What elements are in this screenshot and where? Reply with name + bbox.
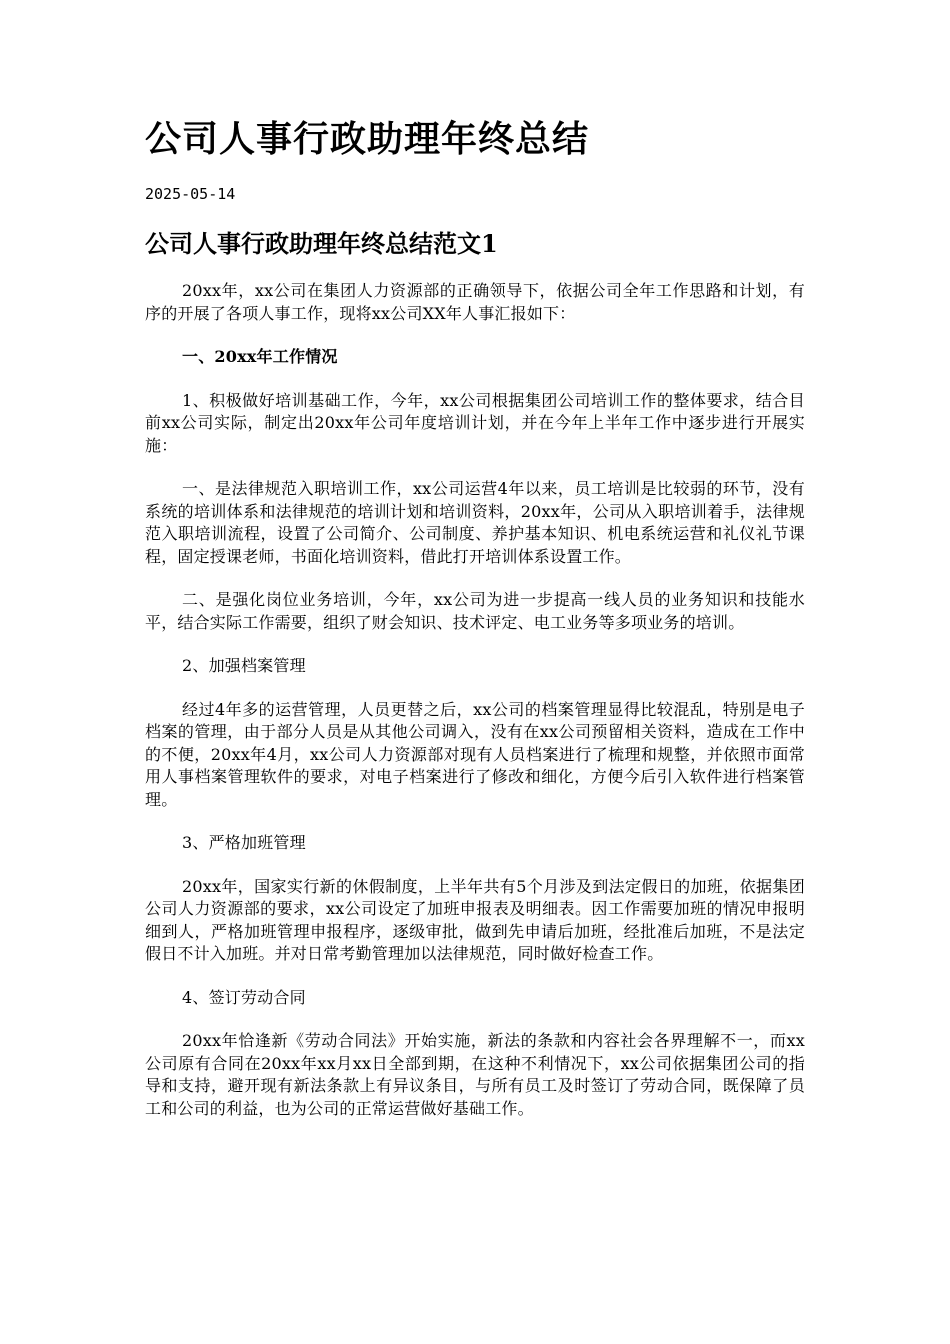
heading-work-status: 一、20xx年工作情况 xyxy=(182,347,338,366)
paragraph-onboarding-training: 一、是法律规范入职培训工作，xx公司运营4年以来，员工培训是比较弱的环节，没有系统的培训体系和法律规范的培训计划和培训资料，20xx年，公司从入职培训着手，法律规范入职培训流程，设置了公司简介、公司制度、养护基本知识、机电系统运营和礼仪礼节课程，固定授课老师，书面化培训资料，借此打开培训体系设置工作。 xyxy=(145,479,805,566)
paragraph-archive-management: 经过4年多的运营管理，人员更替之后，xx公司的档案管理显得比较混乱，特别是电子档案的管理，由于部分人员是从其他公司调入，没有在xx公司预留相关资料，造成在工作中的不便，20xx年4月，xx公司人力资源部对现有人员档案进行了梳理和规整，并依照市面常用人事档案管理软件的要求，对电子档案进行了修改和细化，方便今后引入软件进行档案管理。 xyxy=(145,699,805,809)
heading-overtime-management: 3、严格加班管理 xyxy=(182,833,306,852)
paragraph-job-training: 二、是强化岗位业务培训，今年，xx公司为进一步提高一线人员的业务知识和技能水平，结合实际工作需要，组织了财会知识、技术评定、电工业务等多项业务的培训。 xyxy=(145,590,805,632)
paragraph-intro: 20xx年，xx公司在集团人力资源部的正确领导下，依据公司全年工作思路和计划，有序的开展了各项人事工作，现将xx公司XX年人事汇报如下： xyxy=(145,281,805,323)
section-title: 公司人事行政助理年终总结范文1 xyxy=(145,229,498,258)
paragraph-training-basics: 1、积极做好培训基础工作，今年，xx公司根据集团公司培训工作的整体要求，结合目前xx公司实际，制定出20xx年公司年度培训计划，并在今年上半年工作中逐步进行开展实施： xyxy=(145,390,805,455)
heading-labor-contract: 4、签订劳动合同 xyxy=(182,987,306,1007)
paragraph-labor-contract: 20xx年恰逢新《劳动合同法》开始实施，新法的条款和内容社会各界理解不一，而xx公司原有合同在20xx年xx月xx日全部到期，在这种不利情况下，xx公司依据集团公司的指导和支持，避开现有新法条款上有异议条目，与所有员工及时签订了劳动合同，既保障了员工和公司的利益，也为公司的正常运营做好基础工作。 xyxy=(145,1031,805,1118)
heading-archive-management: 2、加强档案管理 xyxy=(182,656,306,675)
document-body xyxy=(145,280,805,1141)
document-title: 公司人事行政助理年终总结 xyxy=(145,118,590,160)
paragraph-overtime-management: 20xx年，国家实行新的休假制度，上半年共有5个月涉及到法定假日的加班，依据集团公司人力资源部的要求，xx公司设定了加班申报表及明细表。因工作需要加班的情况申报明细到人，严格加班管理申报程序，逐级审批，做到先申请后加班，经批准后加班，不是法定假日不计入加班。并对日常考勤管理加以法律规范，同时做好检查工作。 xyxy=(145,876,805,963)
document-date: 2025-05-14 xyxy=(145,185,236,203)
